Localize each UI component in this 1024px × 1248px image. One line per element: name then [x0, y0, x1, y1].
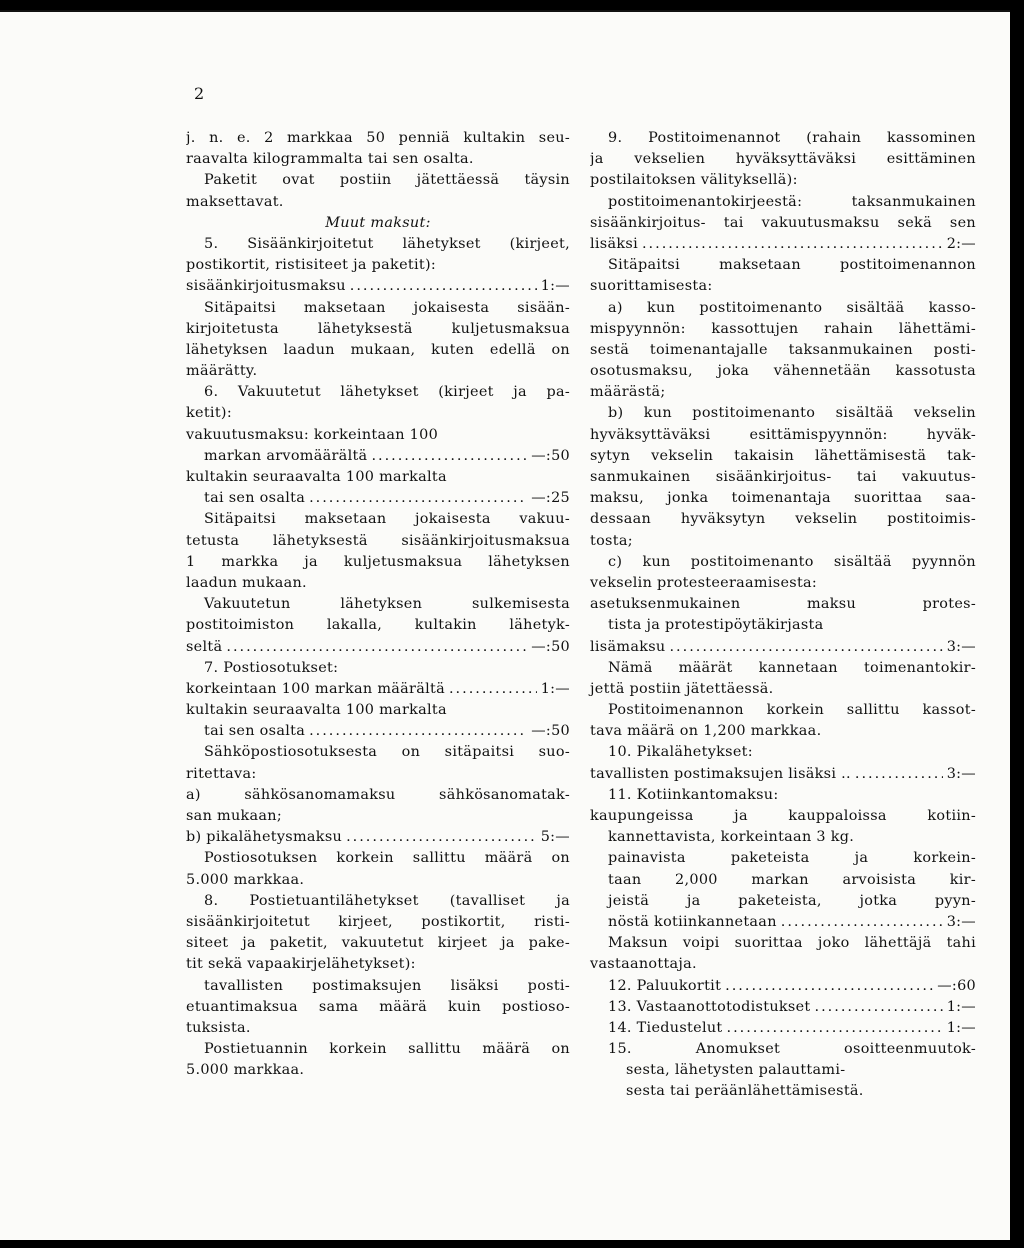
text-line: 5.000 markkaa.: [186, 1062, 305, 1079]
text-line: [590, 764, 976, 785]
text-line: 10. Pikalähetykset:: [608, 744, 753, 761]
text-line: taan 2,000 markan arvoisista kir-: [608, 871, 976, 888]
text-line: siteet ja paketit, vakuutetut kirjeet ja pake-: [186, 935, 570, 952]
dot-leader: [781, 912, 943, 933]
text-line: jeistä ja paketeista, jotka pyyn-: [608, 892, 976, 909]
text-line: maksettavat.: [186, 193, 284, 210]
text-line: 15. Anomukset osoitteenmuutok-: [608, 1041, 976, 1058]
text-line: Paketit ovat postiin jätettäessä täysin: [204, 172, 570, 189]
fee-label: korkeintaan 100 markan määrältä: [186, 680, 445, 697]
text-line: [186, 679, 570, 700]
fee-value: 1:—: [946, 998, 976, 1015]
text-line: Postietuannin korkein sallittu määrä on: [204, 1041, 570, 1058]
text-line: [590, 976, 976, 997]
fee-value: 2:—: [946, 235, 976, 252]
dot-leader: [371, 446, 527, 467]
text-line: sesta, lähetysten palauttami-: [626, 1062, 846, 1079]
fee-value: —:50: [531, 638, 570, 655]
dot-leader: [815, 997, 943, 1018]
text-line: tit sekä vapaakirjelähetykset):: [186, 956, 416, 973]
text-line: [590, 997, 976, 1018]
fee-label: 14. Tiedustelut: [608, 1019, 723, 1036]
dot-leader: [309, 488, 527, 509]
text-line: [590, 912, 976, 933]
fee-value: —:50: [531, 723, 570, 740]
dot-leader: [642, 234, 943, 255]
dot-leader: [346, 827, 537, 848]
text-line: c) kun postitoimenanto sisältää pyynnön: [608, 553, 976, 570]
fee-label: nöstä kotiinkannetaan: [608, 913, 777, 930]
text-line: vakuutusmaksu: korkeintaan 100: [186, 426, 439, 443]
text-line: postitoimiston lakalla, kultakin lähetyk-: [186, 617, 570, 634]
text-line: sestä toimenantajalle taksanmukainen posti-: [590, 341, 976, 358]
fee-value: 3:—: [946, 913, 976, 930]
text-line: tava määrä on 1,200 markkaa.: [590, 723, 822, 740]
fee-value: 1:—: [540, 278, 570, 295]
text-line: b) kun postitoimenanto sisältää vekselin: [608, 405, 976, 422]
text-line: tuksista.: [186, 1019, 251, 1036]
text-line: 5. Sisäänkirjoitetut lähetykset (kirjeet,: [204, 235, 570, 252]
text-line: Muut maksut:: [325, 214, 431, 231]
text-line: vekselin protesteeraamisesta:: [590, 574, 818, 591]
text-line: etuantimaksua sama määrä kuin postioso-: [186, 998, 570, 1015]
text-line: 7. Postiosotukset:: [204, 659, 339, 676]
text-line: ketit):: [186, 405, 232, 422]
text-line: lähetyksen laadun mukaan, kuten edellä on: [186, 341, 570, 358]
text-line: 9. Postitoimenannot (rahain kassominen: [608, 130, 976, 146]
text-line: [186, 721, 570, 742]
text-line: hyväksyttäväksi esittämispyynnön: hyväk-: [590, 426, 976, 443]
fee-value: 1:—: [540, 680, 570, 697]
text-line: mispyynnön: kassottujen rahain lähettämi-: [590, 320, 976, 337]
fee-label: lisämaksu: [590, 638, 666, 655]
fee-label: tavallisten postimaksujen lisäksi ..: [590, 765, 851, 782]
right-column: [590, 128, 976, 1103]
text-line: 6. Vakuutetut lähetykset (kirjeet ja pa-: [204, 384, 570, 401]
text-line: sisäänkirjoitus- tai vakuutusmaksu sekä sen: [590, 214, 976, 231]
text-line: tosta;: [590, 532, 633, 549]
dot-leader: [449, 679, 537, 700]
text-line: Postitoimenannon korkein sallittu kassot-: [608, 702, 976, 719]
text-line: [186, 276, 570, 297]
left-column: [186, 128, 570, 1081]
text-line: määrätty.: [186, 363, 258, 380]
text-line: sisäänkirjoitetut kirjeet, postikortit, risti-: [186, 913, 570, 930]
top-rule: [0, 10, 1010, 12]
text-line: a) kun postitoimenanto sisältää kasso-: [608, 299, 976, 316]
fee-label: tai sen osalta: [204, 723, 306, 740]
text-line: sytyn vekselin takaisin lähettämisestä tak-: [590, 447, 976, 464]
text-line: j. n. e. 2 markkaa 50 penniä kultakin seu-: [186, 130, 570, 146]
fee-value: 3:—: [946, 638, 976, 655]
text-line: asetuksenmukainen maksu protes-: [590, 596, 976, 613]
fee-value: —:60: [937, 977, 976, 994]
dot-leader: [669, 637, 942, 658]
fee-label: markan arvomäärältä: [204, 447, 368, 464]
dot-leader: [855, 764, 943, 785]
text-line: kultakin seuraavalta 100 markalta: [186, 469, 447, 485]
text-line: [186, 637, 570, 658]
text-line: dessaan hyväksytyn vekselin postitoimis-: [590, 511, 976, 528]
text-line: postikortit, ristisiteet ja paketit):: [186, 257, 437, 274]
fee-value: —:50: [531, 447, 570, 464]
text-line: tetusta lähetyksestä sisäänkirjoitusmaksua: [186, 532, 570, 549]
fee-value: 3:—: [946, 765, 976, 782]
text-line: Sitäpaitsi maksetaan jokaisesta sisään-: [204, 299, 570, 316]
fee-label: seltä: [186, 638, 223, 655]
dot-leader: [350, 276, 537, 297]
text-line: Sitäpaitsi maksetaan jokaisesta vakuu-: [204, 511, 570, 528]
fee-label: 12. Paluukortit: [608, 977, 722, 994]
text-line: Sitäpaitsi maksetaan postitoimenannon: [608, 257, 976, 274]
text-line: 5.000 markkaa.: [186, 871, 305, 888]
fee-label: sisäänkirjoitusmaksu: [186, 278, 346, 295]
text-line: Postiosotuksen korkein sallittu määrä on: [204, 850, 570, 867]
text-line: painavista paketeista ja korkein-: [608, 850, 976, 867]
text-line: postilaitoksen välityksellä):: [590, 172, 798, 189]
text-line: suorittamisesta:: [590, 278, 713, 295]
fee-label: 13. Vastaanottotodistukset: [608, 998, 811, 1015]
text-line: määrästä;: [590, 384, 666, 401]
text-line: 8. Postietuantilähetykset (tavalliset ja: [204, 892, 570, 909]
text-line: tista ja protestipöytäkirjasta: [608, 617, 824, 634]
fee-value: —:25: [531, 490, 570, 507]
text-line: [186, 488, 570, 509]
text-line: maksu, jonka toimenantaja suorittaa saa-: [590, 490, 976, 507]
fee-label: lisäksi: [590, 235, 638, 252]
text-line: sanmukainen sisäänkirjoitus- tai vakuutus-: [590, 469, 976, 485]
text-line: kannettavista, korkeintaan 3 kg.: [608, 829, 855, 846]
text-line: 11. Kotiinkantomaksu:: [608, 786, 779, 803]
text-line: kirjoitetusta lähetyksestä kuljetusmaksua: [186, 320, 570, 337]
text-line: san mukaan;: [186, 808, 283, 824]
text-line: kultakin seuraavalta 100 markalta: [186, 702, 447, 719]
text-line: Maksun voipi suorittaa joko lähettäjä tahi: [608, 935, 976, 952]
text-line: jettä postiin jätettäessä.: [590, 680, 774, 697]
text-line: [590, 1018, 976, 1039]
text-line: ja vekselien hyväksyttäväksi esittäminen: [590, 151, 976, 168]
text-line: Sähköpostiosotuksesta on sitäpaitsi suo-: [204, 744, 570, 761]
dot-leader: [725, 976, 933, 997]
text-line: [590, 637, 976, 658]
page-number: 2: [194, 84, 205, 103]
text-line: [186, 827, 570, 848]
text-line: [186, 446, 570, 467]
text-line: Vakuutetun lähetyksen sulkemisesta: [204, 596, 570, 613]
dot-leader: [226, 637, 527, 658]
dot-leader: [309, 721, 527, 742]
fee-label: tai sen osalta: [204, 490, 306, 507]
text-line: sesta tai peräänlähettämisestä.: [626, 1083, 864, 1100]
fee-value: 5:—: [540, 829, 570, 846]
text-line: postitoimenantokirjeestä: taksanmukainen: [608, 193, 976, 210]
text-line: [590, 234, 976, 255]
text-line: raavalta kilogrammalta tai sen osalta.: [186, 151, 474, 168]
fee-value: 1:—: [946, 1019, 976, 1036]
text-line: kaupungeissa ja kauppaloissa kotiin-: [590, 808, 976, 824]
text-line: Nämä määrät kannetaan toimenantokir-: [608, 659, 976, 676]
fee-label: b) pikalähetysmaksu: [186, 829, 343, 846]
text-line: a) sähkösanomamaksu sähkösanomatak-: [186, 786, 570, 803]
text-line: tavallisten postimaksujen lisäksi posti-: [204, 977, 570, 994]
text-line: ritettava:: [186, 765, 257, 782]
text-line: 1 markka ja kuljetusmaksua lähetyksen: [186, 553, 570, 570]
text-line: osotusmaksu, joka vähennetään kassotusta: [590, 363, 976, 380]
text-line: vastaanottaja.: [590, 956, 697, 973]
dot-leader: [727, 1018, 943, 1039]
document-page: [0, 10, 1010, 1240]
text-line: laadun mukaan.: [186, 574, 307, 591]
